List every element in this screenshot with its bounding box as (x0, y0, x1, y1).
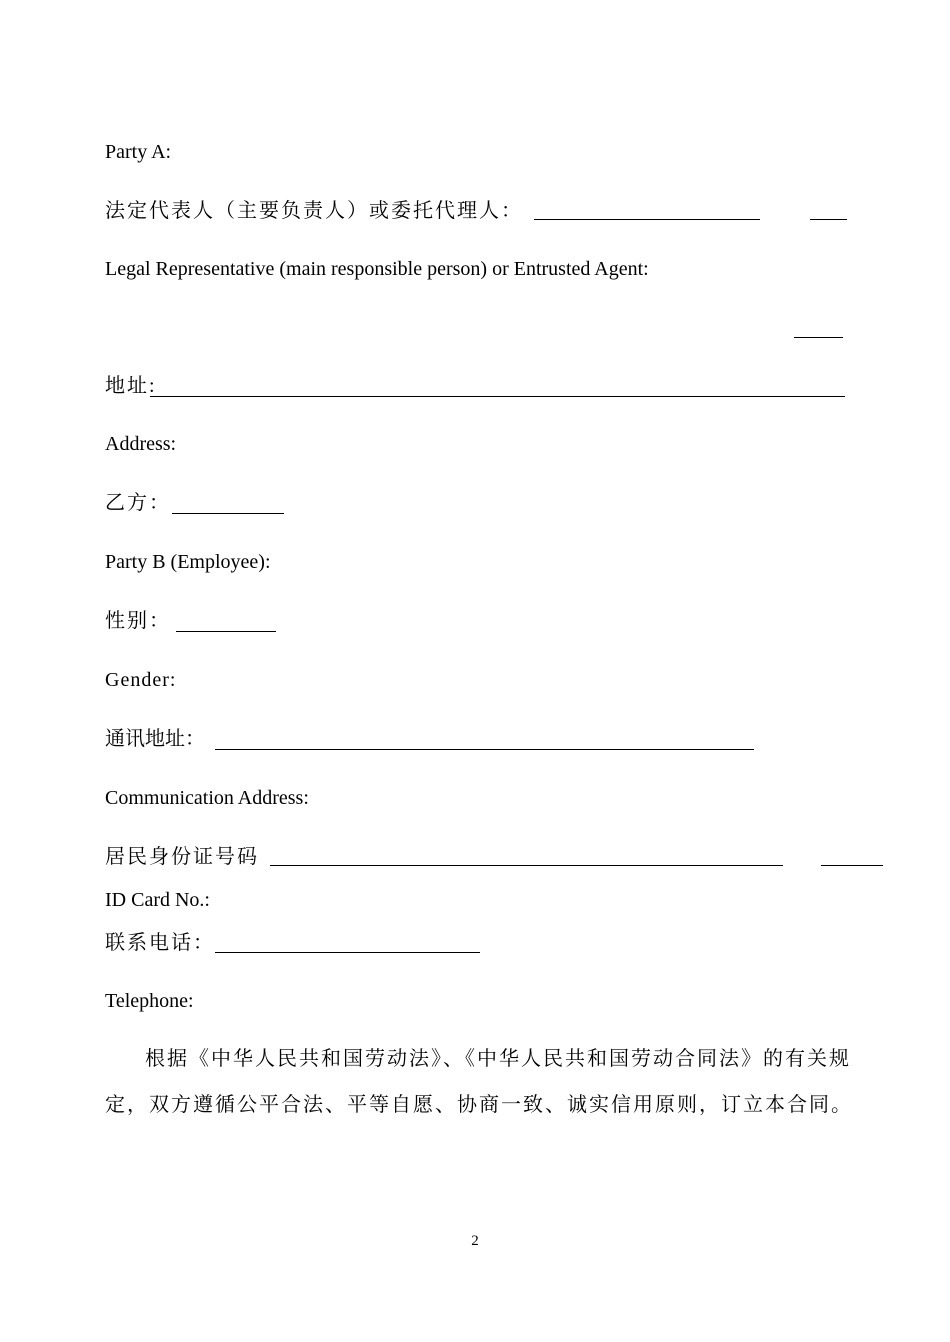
legal-rep-en-blank[interactable] (794, 337, 843, 338)
party-b-label-en: Party B (Employee): (105, 551, 271, 573)
legal-rep-blank[interactable] (534, 219, 760, 220)
address-label-en: Address: (105, 433, 177, 455)
comm-address-blank[interactable] (215, 749, 754, 750)
legal-rep-label-cn: 法定代表人（主要负责人）或委托代理人： (105, 200, 523, 222)
party-b-blank[interactable] (172, 513, 284, 514)
id-card-blank-extra[interactable] (821, 865, 883, 866)
id-card-label-cn: 居民身份证号码 (105, 846, 259, 868)
address-label-cn: 地址: (105, 375, 157, 397)
phone-label-en: Telephone: (105, 990, 194, 1012)
party-b-label-cn: 乙方： (105, 492, 171, 514)
party-a-label: Party A: (105, 141, 172, 163)
legal-rep-blank-extra[interactable] (810, 219, 847, 220)
phone-label-cn: 联系电话： (105, 932, 215, 954)
id-card-blank[interactable] (270, 865, 783, 866)
page-number: 2 (471, 1233, 479, 1249)
id-card-label-en: ID Card No.: (105, 889, 210, 911)
gender-blank[interactable] (176, 631, 276, 632)
comm-address-label-cn: 通讯地址： (105, 728, 205, 750)
address-blank[interactable] (150, 396, 845, 397)
comm-address-label-en: Communication Address: (105, 787, 309, 809)
legal-rep-label-en: Legal Representative (main responsible person) or Entrusted Agent: (105, 258, 649, 280)
phone-blank[interactable] (215, 952, 480, 953)
gender-label-cn: 性别： (105, 610, 171, 632)
preamble-paragraph: 根据《中华人民共和国劳动法》、《中华人民共和国劳动合同法》的有关规定，双方遵循公平合法、平等自愿、协商一致、诚实信用原则，订立本合同。 (105, 1048, 853, 1116)
gender-label-en: Gender: (105, 669, 177, 691)
